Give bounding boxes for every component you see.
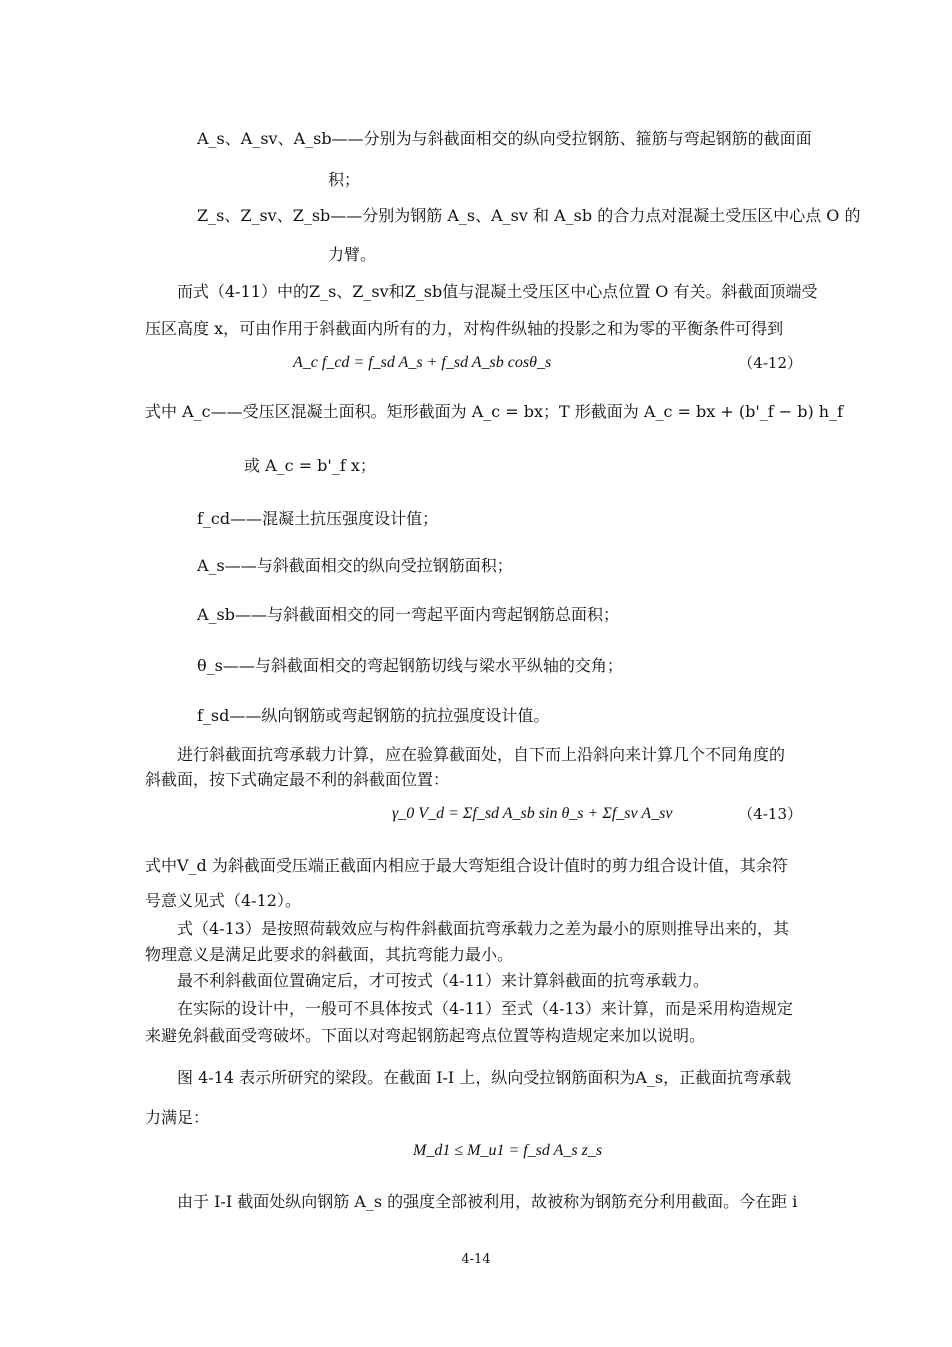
text-line: 压区高度 x，可由作用于斜截面内所有的力，对构件纵轴的投影之和为零的平衡条件可得到 [145, 319, 784, 338]
text-line: 最不利斜截面位置确定后，才可按式（4-11）来计算斜截面的抗弯承载力。 [177, 971, 709, 990]
equation-4-12: A_c f_cd = f_sd A_s + f_sd A_sb cosθ_s [293, 354, 552, 371]
text-line: 式（4-13）是按照荷载效应与构件斜截面抗弯承载力之差为最小的原则推导出来的，其 [177, 919, 789, 938]
text-line: 进行斜截面抗弯承载力计算，应在验算截面处，自下而上沿斜向来计算几个不同角度的 [177, 745, 786, 764]
equation-number: （4-12） [738, 354, 802, 372]
page-number: 4-14 [461, 1252, 491, 1267]
text-line: 物理意义是满足此要求的斜截面，其抗弯能力最小。 [145, 945, 514, 964]
text-line: 力臂。 [328, 245, 377, 264]
text-line: 式中 A_c——受压区混凝土面积。矩形截面为 A_c = bx；T 形截面为 A_c = bx + (b'_f − b) h_f [145, 402, 844, 421]
text-line: 图 4-14 表示所研究的梁段。在截面 I-I 上，纵向受拉钢筋面积为A_s，正截面抗弯承载 [177, 1068, 792, 1087]
equation-moment: M_d1 ≤ M_u1 = f_sd A_s z_s [413, 1142, 603, 1159]
text-line: f_cd——混凝土抗压强度设计值； [197, 509, 439, 528]
text-line: A_s、A_sv、A_sb——分别为与斜截面相交的纵向受拉钢筋、箍筋与弯起钢筋的截面面 [197, 129, 812, 148]
text-line: A_s——与斜截面相交的纵向受拉钢筋面积； [197, 556, 513, 575]
text-line: θ_s——与斜截面相交的弯起钢筋切线与梁水平纵轴的交角； [197, 656, 623, 675]
text-line: 积； [328, 170, 361, 189]
text-line: f_sd——纵向钢筋或弯起钢筋的抗拉强度设计值。 [197, 706, 550, 725]
text-line: 力满足： [145, 1108, 210, 1127]
text-line: 号意义见式（4-12）。 [145, 891, 301, 910]
text-line: 或 A_c = b'_f x； [244, 456, 376, 475]
text-line: 在实际的设计中，一般可不具体按式（4-11）至式（4-13）来计算，而是采用构造规定 [177, 999, 793, 1018]
equation-4-13: γ_0 V_d = Σf_sd A_sb sin θ_s + Σf_sv A_sv [392, 805, 673, 822]
text-line: 式中V_d 为斜截面受压端正截面内相应于最大弯矩组合设计值时的剪力组合设计值，其余符 [145, 856, 788, 875]
text-line: A_sb——与斜截面相交的同一弯起平面内弯起钢筋总面积； [197, 605, 620, 624]
text-line: 斜截面，按下式确定最不利的斜截面位置： [145, 770, 450, 789]
text-line: Z_s、Z_sv、Z_sb——分别为钢筋 A_s、A_sv 和 A_sb 的合力点对混凝土受压区中心点 O 的 [197, 206, 861, 225]
equation-number: （4-13） [738, 805, 802, 823]
text-line: 而式（4-11）中的Z_s、Z_sv和Z_sb值与混凝土受压区中心点位置 O 有关。斜截面顶端受 [177, 282, 818, 301]
text-line: 来避免斜截面受弯破坏。下面以对弯起钢筋起弯点位置等构造规定来加以说明。 [145, 1026, 706, 1045]
text-line: 由于 I-I 截面处纵向钢筋 A_s 的强度全部被利用，故被称为钢筋充分利用截面。今在距 i [177, 1192, 798, 1211]
